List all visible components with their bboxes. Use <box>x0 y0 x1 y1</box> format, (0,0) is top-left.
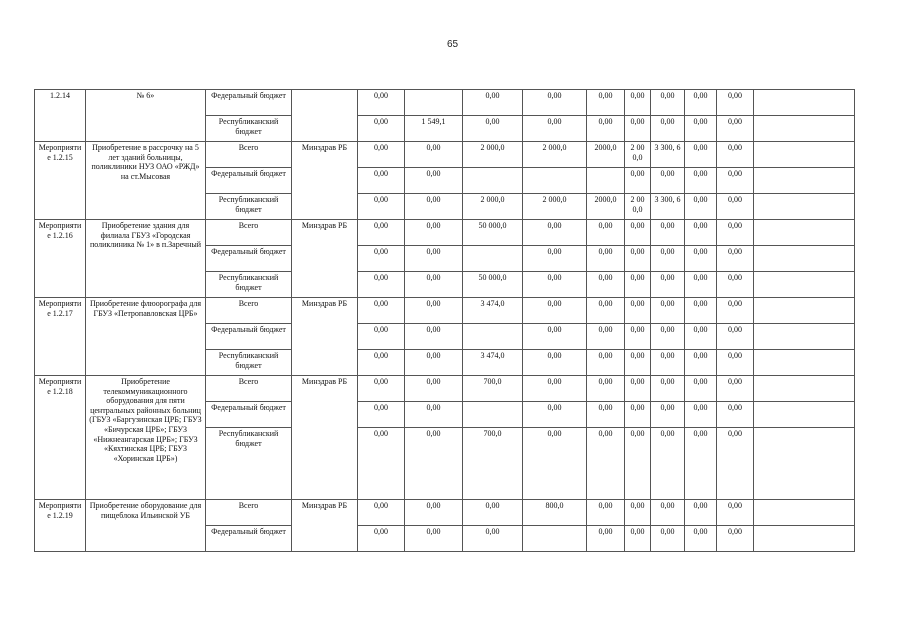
table-cell: 0,00 <box>625 402 651 428</box>
table-cell: Мероприятие 1.2.15 <box>35 142 86 220</box>
table-cell: 0,00 <box>358 272 405 298</box>
table-cell <box>754 376 855 402</box>
table-cell: Республиканский бюджет <box>206 194 292 220</box>
program-funding-table <box>34 89 855 552</box>
table-cell: 2 000,0 <box>523 142 587 168</box>
table-cell: № 6» <box>86 90 206 142</box>
table-cell: 2 00 0,0 <box>625 142 651 168</box>
table-cell: 0,00 <box>587 116 625 142</box>
table-cell <box>754 402 855 428</box>
table-cell: 0,00 <box>685 500 717 526</box>
table-cell: Федеральный бюджет <box>206 168 292 194</box>
table-cell: 0,00 <box>717 246 754 272</box>
table-cell <box>754 324 855 350</box>
table-cell: 0,00 <box>651 428 685 500</box>
table-cell: Приобретение здания для филиала ГБУЗ «Городская поликлиника № 1» в п.Заречный <box>86 220 206 298</box>
table-cell: 0,00 <box>717 142 754 168</box>
table-cell: 0,00 <box>651 168 685 194</box>
table-body <box>35 90 855 552</box>
table-cell <box>754 428 855 500</box>
table-cell: 0,00 <box>587 350 625 376</box>
table-cell: 2 000,0 <box>463 194 523 220</box>
table-cell: 0,00 <box>651 526 685 552</box>
table-cell: 0,00 <box>523 298 587 324</box>
table-cell: 0,00 <box>405 428 463 500</box>
table-cell: 0,00 <box>463 90 523 116</box>
table-cell: 3 300, 6 <box>651 194 685 220</box>
table-cell: Мероприятие 1.2.18 <box>35 376 86 500</box>
table-cell: 50 000,0 <box>463 272 523 298</box>
table-cell: 2 000,0 <box>463 142 523 168</box>
table-cell: 0,00 <box>587 90 625 116</box>
table-cell: 0,00 <box>651 90 685 116</box>
table-cell: 0,00 <box>463 500 523 526</box>
table-cell: Приобретение в рассрочку на 5 лет зданий больницы, поликлиники НУЗ ОАО «РЖД» на ст.Мысовая <box>86 142 206 220</box>
table-cell: 0,00 <box>587 526 625 552</box>
table-cell: 0,00 <box>587 500 625 526</box>
table-cell: 0,00 <box>587 324 625 350</box>
table-cell: 0,00 <box>587 402 625 428</box>
table-cell <box>754 142 855 168</box>
table-cell: Мероприятие 1.2.19 <box>35 500 86 552</box>
table-cell <box>754 526 855 552</box>
table-cell: 3 474,0 <box>463 350 523 376</box>
table-cell: 0,00 <box>358 350 405 376</box>
table-cell: 0,00 <box>685 168 717 194</box>
table-cell: Республиканский бюджет <box>206 272 292 298</box>
table-cell: 700,0 <box>463 428 523 500</box>
table-cell: 0,00 <box>625 526 651 552</box>
table-cell: 0,00 <box>685 526 717 552</box>
table-cell: 0,00 <box>717 376 754 402</box>
table-cell: Республиканский бюджет <box>206 116 292 142</box>
table-cell <box>292 90 358 142</box>
table-cell: Всего <box>206 376 292 402</box>
table-cell: Приобретение телекоммуникационного оборудования для пяти центральных районных больниц (ГБУЗ «Баргузинская ЦРБ; ГБУЗ «Бичурская ЦРБ»; ГБУЗ «Нижнеангарская ЦРБ»; ГБУЗ «Кяхтинская ЦРБ; ГБУЗ «Хоринская ЦРБ») <box>86 376 206 500</box>
table-cell: Минздрав РБ <box>292 500 358 552</box>
table-cell: 0,00 <box>651 246 685 272</box>
table-cell <box>463 324 523 350</box>
table-cell: 0,00 <box>625 116 651 142</box>
table-cell: 0,00 <box>463 116 523 142</box>
table-row <box>35 220 855 246</box>
table-cell: Федеральный бюджет <box>206 324 292 350</box>
table-cell: 0,00 <box>651 298 685 324</box>
table-cell: 0,00 <box>523 90 587 116</box>
table-cell: 0,00 <box>405 142 463 168</box>
table-cell <box>754 350 855 376</box>
table-cell: Федеральный бюджет <box>206 526 292 552</box>
table-row <box>35 298 855 324</box>
table-cell: 0,00 <box>625 220 651 246</box>
table-cell: 0,00 <box>358 428 405 500</box>
table-cell: 0,00 <box>587 246 625 272</box>
table-cell: Минздрав РБ <box>292 298 358 376</box>
table-cell: 0,00 <box>358 116 405 142</box>
table-cell: 0,00 <box>685 402 717 428</box>
table-cell: 0,00 <box>625 500 651 526</box>
table-cell: 0,00 <box>717 350 754 376</box>
table-cell: 0,00 <box>523 350 587 376</box>
table-cell: 0,00 <box>405 168 463 194</box>
table-cell: 0,00 <box>625 428 651 500</box>
table-cell: 0,00 <box>685 350 717 376</box>
table-cell: 700,0 <box>463 376 523 402</box>
table-cell: 2 000,0 <box>523 194 587 220</box>
table-cell: 0,00 <box>358 402 405 428</box>
table-cell: 0,00 <box>405 246 463 272</box>
table-cell: 0,00 <box>523 116 587 142</box>
table-cell: 3 474,0 <box>463 298 523 324</box>
table-cell <box>754 298 855 324</box>
table-cell: 0,00 <box>405 194 463 220</box>
table-cell: 0,00 <box>625 376 651 402</box>
table-cell <box>587 168 625 194</box>
table-cell: 0,00 <box>358 142 405 168</box>
table-row <box>35 90 855 116</box>
table-cell: 0,00 <box>651 220 685 246</box>
table-cell: Всего <box>206 220 292 246</box>
table-cell: 0,00 <box>717 168 754 194</box>
table-cell: 0,00 <box>358 246 405 272</box>
table-cell: 0,00 <box>587 428 625 500</box>
table-cell: 0,00 <box>685 246 717 272</box>
table-cell: 0,00 <box>358 500 405 526</box>
table-cell: 0,00 <box>717 428 754 500</box>
table-cell: 0,00 <box>685 220 717 246</box>
table-cell: 0,00 <box>625 324 651 350</box>
table-row <box>35 376 855 402</box>
table-cell <box>754 168 855 194</box>
table-cell: 0,00 <box>685 116 717 142</box>
table-cell: 1.2.14 <box>35 90 86 142</box>
table-cell: 0,00 <box>651 376 685 402</box>
table-cell: Минздрав РБ <box>292 142 358 220</box>
table-cell: Минздрав РБ <box>292 376 358 500</box>
table-cell: Всего <box>206 298 292 324</box>
table-cell: 0,00 <box>717 298 754 324</box>
table-cell: Мероприятие 1.2.16 <box>35 220 86 298</box>
table-cell: 0,00 <box>685 142 717 168</box>
table-cell: 0,00 <box>523 324 587 350</box>
table-cell: 0,00 <box>651 350 685 376</box>
table-row <box>35 500 855 526</box>
table-cell: 0,00 <box>587 298 625 324</box>
table-cell: 50 000,0 <box>463 220 523 246</box>
table-cell: 0,00 <box>685 376 717 402</box>
table-cell: 0,00 <box>587 376 625 402</box>
table-cell: 0,00 <box>685 324 717 350</box>
table-cell <box>463 246 523 272</box>
table-cell: 0,00 <box>523 272 587 298</box>
table-cell <box>754 246 855 272</box>
table-cell: 0,00 <box>358 526 405 552</box>
table-cell: 0,00 <box>587 272 625 298</box>
table-cell <box>754 116 855 142</box>
table-cell: 1 549,1 <box>405 116 463 142</box>
table-cell: Федеральный бюджет <box>206 90 292 116</box>
table-cell <box>754 500 855 526</box>
table-cell: 0,00 <box>651 272 685 298</box>
table-cell: 0,00 <box>717 272 754 298</box>
table-cell: 0,00 <box>717 324 754 350</box>
table-cell: 0,00 <box>625 168 651 194</box>
table-cell: 2000,0 <box>587 194 625 220</box>
table-cell: 0,00 <box>358 376 405 402</box>
table-cell: 0,00 <box>625 350 651 376</box>
table-cell: Приобретение оборудование для пищеблока Ильинской УБ <box>86 500 206 552</box>
table-cell: 2000,0 <box>587 142 625 168</box>
table-cell: Приобретение флюорографа для ГБУЗ «Петропавловская ЦРБ» <box>86 298 206 376</box>
table-cell: 3 300, 6 <box>651 142 685 168</box>
table-cell: 0,00 <box>523 246 587 272</box>
table-cell: 0,00 <box>651 324 685 350</box>
table-cell: Всего <box>206 142 292 168</box>
table-cell: 0,00 <box>717 90 754 116</box>
table-cell: 0,00 <box>405 298 463 324</box>
table-cell: Федеральный бюджет <box>206 246 292 272</box>
table-cell: 0,00 <box>717 116 754 142</box>
table-cell: 0,00 <box>523 220 587 246</box>
table-cell: 0,00 <box>405 350 463 376</box>
table-cell: 0,00 <box>523 376 587 402</box>
table-cell: 0,00 <box>651 500 685 526</box>
table-cell: Всего <box>206 500 292 526</box>
table-cell: 0,00 <box>625 298 651 324</box>
table-cell: 0,00 <box>405 324 463 350</box>
table-cell: 0,00 <box>717 220 754 246</box>
table-cell: 0,00 <box>405 402 463 428</box>
table-cell: 0,00 <box>685 298 717 324</box>
table-cell: Республиканский бюджет <box>206 428 292 500</box>
table-cell: 0,00 <box>717 500 754 526</box>
table-cell: 0,00 <box>685 428 717 500</box>
table-cell: 2 00 0,0 <box>625 194 651 220</box>
table-cell: 0,00 <box>523 402 587 428</box>
table-cell: 0,00 <box>358 298 405 324</box>
table-cell: 0,00 <box>358 90 405 116</box>
table-cell: Минздрав РБ <box>292 220 358 298</box>
table-cell <box>754 194 855 220</box>
table-cell: 0,00 <box>717 194 754 220</box>
table-cell: 0,00 <box>358 220 405 246</box>
table-cell: 0,00 <box>405 376 463 402</box>
table-cell: 0,00 <box>685 272 717 298</box>
table-cell: 0,00 <box>651 116 685 142</box>
table-cell: 0,00 <box>358 194 405 220</box>
table-cell <box>754 220 855 246</box>
table-cell <box>523 526 587 552</box>
table-cell: 0,00 <box>625 272 651 298</box>
table-cell <box>754 272 855 298</box>
table-cell: 0,00 <box>717 526 754 552</box>
table-cell: Федеральный бюджет <box>206 402 292 428</box>
table-cell: 0,00 <box>625 90 651 116</box>
table-cell: 0,00 <box>717 402 754 428</box>
table-cell: 0,00 <box>523 428 587 500</box>
table-cell: 0,00 <box>463 526 523 552</box>
table-cell: 800,0 <box>523 500 587 526</box>
table-cell: 0,00 <box>358 168 405 194</box>
table-cell <box>463 402 523 428</box>
table-cell: 0,00 <box>685 90 717 116</box>
table-cell: Республиканский бюджет <box>206 350 292 376</box>
table-cell: 0,00 <box>685 194 717 220</box>
table-cell: 0,00 <box>405 500 463 526</box>
table-cell: 0,00 <box>358 324 405 350</box>
table-cell: 0,00 <box>405 220 463 246</box>
page-number: 65 <box>446 39 459 50</box>
table-cell <box>463 168 523 194</box>
table-row <box>35 142 855 168</box>
table-cell: 0,00 <box>651 402 685 428</box>
table-cell: 0,00 <box>625 246 651 272</box>
table-cell: 0,00 <box>405 272 463 298</box>
table-cell: Мероприятие 1.2.17 <box>35 298 86 376</box>
table-cell: 0,00 <box>405 526 463 552</box>
table-cell: 0,00 <box>587 220 625 246</box>
table-cell <box>405 90 463 116</box>
table-cell <box>754 90 855 116</box>
table-cell <box>523 168 587 194</box>
